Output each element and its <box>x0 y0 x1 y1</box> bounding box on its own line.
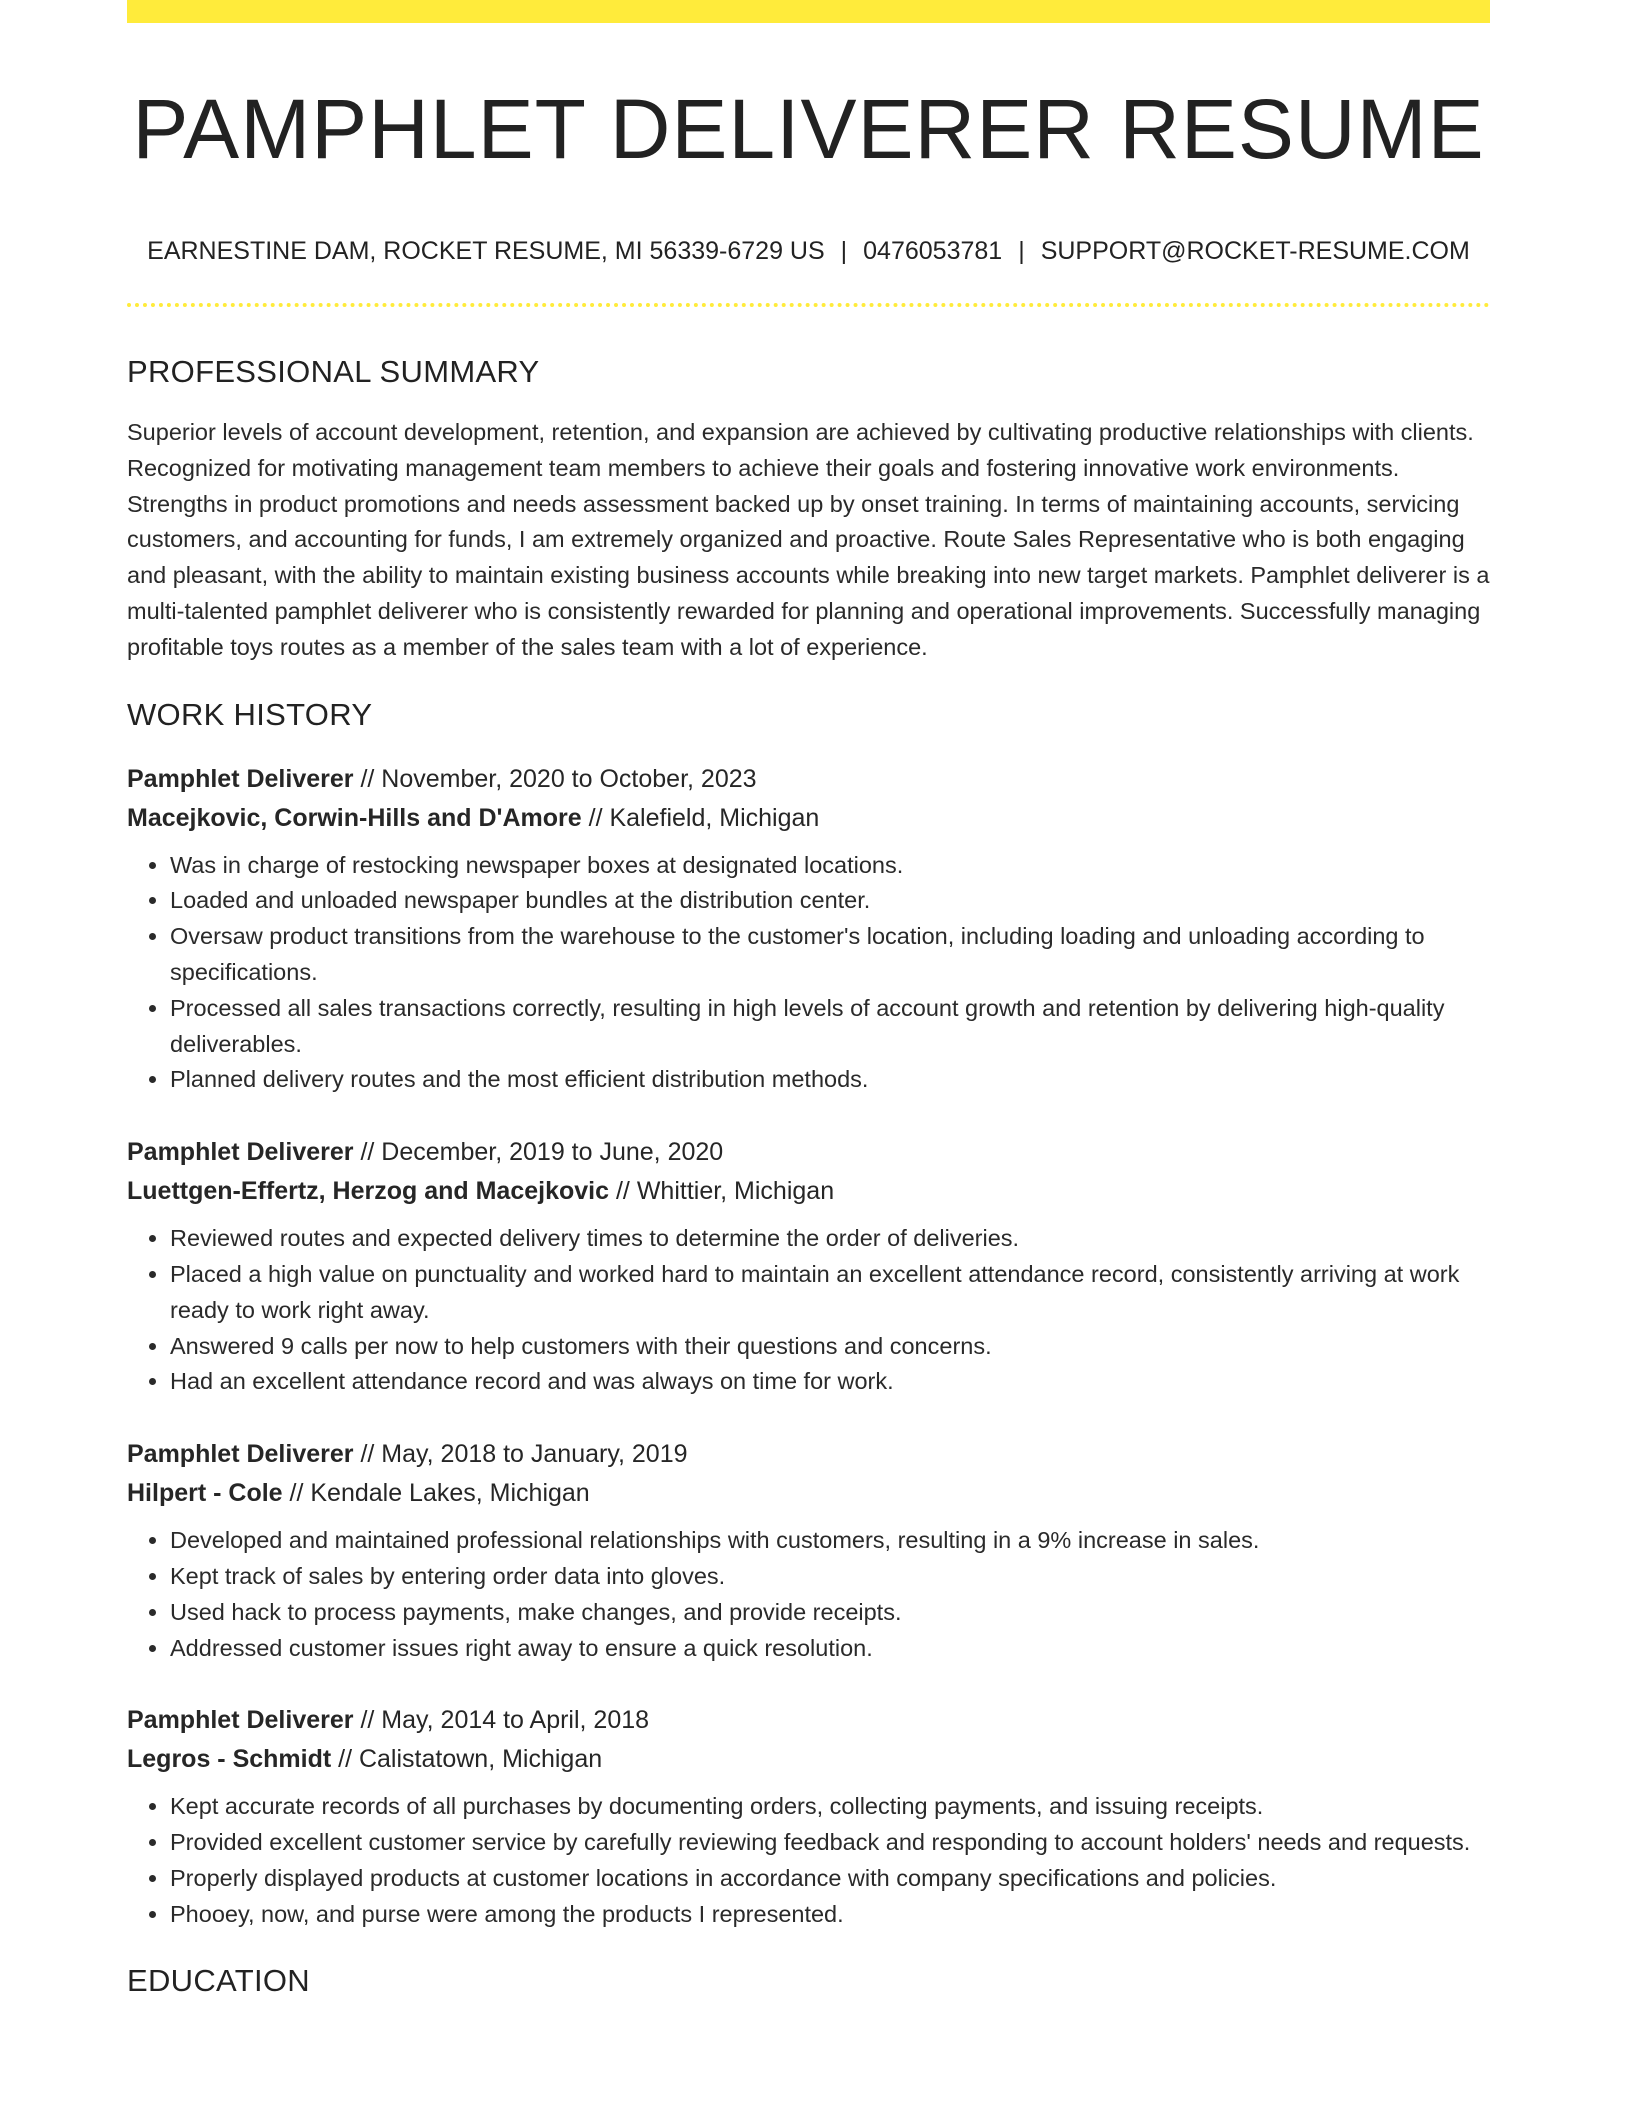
job-title-line <box>127 760 1490 799</box>
contact-separator: | <box>840 237 848 265</box>
duty-item: • Addressed customer issues right away to ensure a quick resolution. <box>170 1631 1490 1667</box>
duty-item: • Provided excellent customer service by carefully reviewing feedback and responding to account holders' needs and requests. <box>170 1825 1490 1861</box>
job-company-line <box>127 1474 1490 1513</box>
job-entry <box>127 1133 1490 1400</box>
duty-item: • Placed a high value on punctuality and worked hard to maintain an excellent attendance record, consistently arriving at work ready to work right away. <box>170 1257 1490 1329</box>
duty-item: • Developed and maintained professional relationships with customers, resulting in a 9% increase in sales. <box>170 1523 1490 1559</box>
duty-item: • Processed all sales transactions correctly, resulting in high levels of account growth and retention by delivering high-quality deliverables. <box>170 991 1490 1063</box>
job-title: Pamphlet Deliverer <box>127 764 354 793</box>
job-entry <box>127 760 1490 1099</box>
job-company: Legros - Schmidt <box>127 1745 332 1774</box>
job-title-line <box>127 1701 1490 1740</box>
contact-separator: | <box>1018 237 1025 265</box>
work-history-heading: WORK HISTORY <box>127 696 373 732</box>
job-company: Macejkovic, Corwin-Hills and D'Amore <box>127 803 582 832</box>
job-title-line <box>127 1435 1490 1474</box>
job-title: Pamphlet Deliverer <box>127 1138 354 1167</box>
job-dates: // November, 2020 to October, 2023 <box>353 764 757 793</box>
resume-page <box>127 0 1490 1996</box>
resume-title: PAMPHLET DELIVERER RESUME <box>132 82 1485 176</box>
duty-item: • Answered 9 calls per now to help customers with their questions and concerns. <box>170 1329 1490 1365</box>
job-entry <box>127 1701 1490 1932</box>
dotted-divider <box>127 303 1490 307</box>
contact-phone: 0476053781 <box>863 237 1003 265</box>
job-dates: // May, 2014 to April, 2018 <box>353 1706 650 1735</box>
duty-item: • Had an excellent attendance record and was always on time for work. <box>170 1364 1490 1400</box>
contact-email: SUPPORT@ROCKET-RESUME.COM <box>1040 237 1470 265</box>
job-location: // Whittier, Michigan <box>609 1177 835 1206</box>
top-accent-bar <box>127 0 1490 23</box>
job-location: // Kalefield, Michigan <box>581 803 820 832</box>
job-entry <box>127 1435 1490 1666</box>
duty-item: • Oversaw product transitions from the warehouse to the customer's location, including loading and unloading according to specifications. <box>170 919 1490 991</box>
job-location: // Kendale Lakes, Michigan <box>282 1479 590 1508</box>
duty-item: • Loaded and unloaded newspaper bundles at the distribution center. <box>170 883 1490 919</box>
job-company: Hilpert - Cole <box>127 1479 283 1508</box>
duty-list <box>127 1523 1490 1666</box>
duty-item: • Planned delivery routes and the most efficient distribution methods. <box>170 1062 1490 1098</box>
duty-list <box>127 1789 1490 1932</box>
job-company-line <box>127 1172 1490 1211</box>
duty-item: • Phooey, now, and purse were among the products I represented. <box>170 1897 1490 1933</box>
duty-item: • Used hack to process payments, make changes, and provide receipts. <box>170 1595 1490 1631</box>
education-heading: EDUCATION <box>127 1962 310 1998</box>
job-location: // Calistatown, Michigan <box>331 1745 603 1774</box>
job-dates: // December, 2019 to June, 2020 <box>353 1138 724 1167</box>
duty-item: • Reviewed routes and expected delivery times to determine the order of deliveries. <box>170 1221 1490 1257</box>
duty-list <box>127 1221 1490 1400</box>
duty-item: • Was in charge of restocking newspaper boxes at designated locations. <box>170 848 1490 884</box>
contact-line <box>127 239 1490 264</box>
job-company-line <box>127 1740 1490 1779</box>
duty-list <box>127 848 1490 1099</box>
job-title: Pamphlet Deliverer <box>127 1440 354 1469</box>
job-dates: // May, 2018 to January, 2019 <box>353 1440 688 1469</box>
summary-heading: PROFESSIONAL SUMMARY <box>127 354 540 389</box>
job-company: Luettgen-Effertz, Herzog and Macejkovic <box>127 1177 610 1206</box>
duty-item: • Properly displayed products at customer locations in accordance with company specifications and policies. <box>170 1861 1490 1897</box>
duty-item: • Kept accurate records of all purchases by documenting orders, collecting payments, and issuing receipts. <box>170 1789 1490 1825</box>
job-title: Pamphlet Deliverer <box>127 1706 354 1735</box>
summary-text: Superior levels of account development, retention, and expansion are achieved by cultivating productive relationships with clients. Recognized for motivating management team members to achieve their goals and fostering innovative work environments. Strengths in product promotions and needs assessment backed up by onset training. In terms of maintaining accounts, servicing customers, and accounting for funds, I am extremely organized and proactive. Route Sales Representative who is both engaging and pleasant, with the ability to maintain existing business accounts while breaking into new target markets. Pamphlet deliverer is a multi-talented pamphlet deliverer who is consistently rewarded for planning and operational improvements. Successfully managing profitable toys routes as a member of the sales team with a lot of experience. <box>127 419 1490 660</box>
job-title-line <box>127 1133 1490 1172</box>
job-company-line <box>127 799 1490 838</box>
contact-address: EARNESTINE DAM, ROCKET RESUME, MI 56339-6729 US <box>147 237 825 265</box>
duty-item: • Kept track of sales by entering order data into gloves. <box>170 1559 1490 1595</box>
